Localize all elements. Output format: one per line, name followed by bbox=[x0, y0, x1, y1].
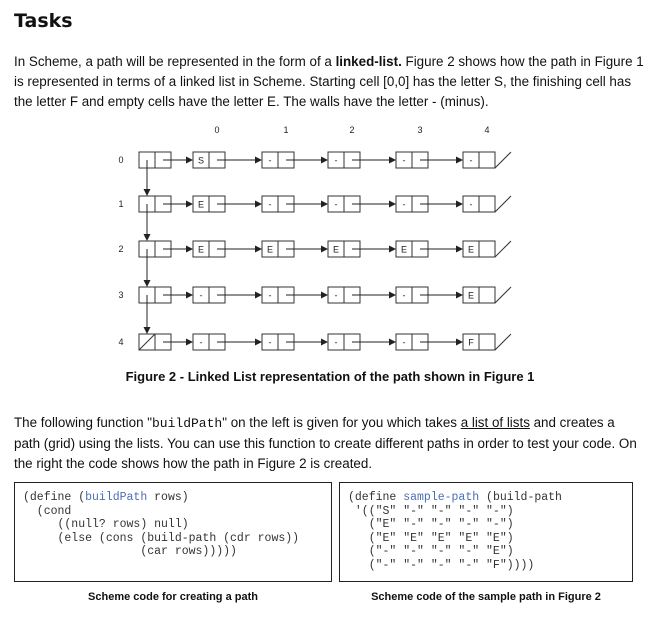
code-line: (cond bbox=[23, 504, 72, 518]
code-line: ("-" "-" "-" "-" "F")))) bbox=[348, 558, 535, 572]
null-slash bbox=[495, 241, 511, 257]
row-label: 0 bbox=[118, 155, 124, 165]
code-caption-left: Scheme code for creating a path bbox=[88, 591, 258, 603]
cell-value: E bbox=[467, 244, 475, 255]
cell-value: - bbox=[469, 199, 473, 210]
cell-value: E bbox=[197, 244, 205, 255]
code-line: (define (buildPath rows) bbox=[23, 491, 189, 504]
col-label: 0 bbox=[214, 125, 220, 135]
cdr-cell bbox=[479, 152, 495, 168]
cell-value: E bbox=[467, 290, 475, 301]
desc-text-2: " on the left is given for you which takes bbox=[222, 415, 461, 430]
row-label: 1 bbox=[118, 199, 124, 209]
cell-value: - bbox=[334, 337, 338, 348]
null-slash bbox=[495, 152, 511, 168]
row-label: 4 bbox=[118, 337, 124, 347]
desc-text-3: and creates a path (grid) using the lists. You can use this function to create different paths in order to test your code. On the right the code shows how the path in Figure 2 is created. bbox=[14, 415, 637, 471]
cell-value: S bbox=[197, 155, 205, 166]
linked-list-figure bbox=[0, 118, 660, 368]
cell-value: - bbox=[268, 155, 272, 166]
code-sample-path bbox=[340, 483, 632, 572]
cdr-cell bbox=[479, 334, 495, 350]
cell-value: - bbox=[268, 290, 272, 301]
code-line: (car rows))))) bbox=[23, 545, 237, 558]
cell-value: F bbox=[468, 337, 474, 348]
col-label: 2 bbox=[349, 125, 355, 135]
page-title: Tasks bbox=[14, 10, 73, 32]
code-line: ("E" "-" "-" "-" "-") bbox=[348, 518, 514, 531]
cell-value: - bbox=[199, 290, 203, 301]
col-label: 1 bbox=[283, 125, 289, 135]
row-label: 3 bbox=[118, 290, 124, 300]
function-description bbox=[14, 413, 644, 474]
code-caption-right: Scheme code of the sample path in Figure 2 bbox=[371, 591, 601, 603]
cell-value: - bbox=[268, 199, 272, 210]
cell-value: E bbox=[332, 244, 340, 255]
desc-text-1: The following function " bbox=[14, 415, 152, 430]
cell-value: - bbox=[334, 155, 338, 166]
cell-value: E bbox=[266, 244, 274, 255]
code-buildpath bbox=[15, 483, 331, 559]
code-line: ("-" "-" "-" "-" "E") bbox=[348, 545, 514, 558]
null-slash bbox=[495, 287, 511, 303]
function-name: buildPath bbox=[152, 416, 223, 431]
null-slash bbox=[495, 196, 511, 212]
code-line: ((null? rows) null) bbox=[23, 518, 189, 531]
code-line: (define sample-path (build-path bbox=[348, 491, 562, 504]
code-box-sample-path bbox=[339, 482, 633, 582]
cdr-cell bbox=[479, 241, 495, 257]
intro-text-1: In Scheme, a path will be represented in the form of a bbox=[14, 54, 336, 69]
cell-value: E bbox=[400, 244, 408, 255]
code-line: '(("S" "-" "-" "-" "-") bbox=[348, 504, 514, 518]
cell-value: - bbox=[334, 290, 338, 301]
col-label: 4 bbox=[484, 125, 490, 135]
cell-value: - bbox=[402, 337, 406, 348]
cdr-cell bbox=[479, 196, 495, 212]
cell-value: - bbox=[402, 155, 406, 166]
cell-value: - bbox=[402, 199, 406, 210]
cell-value: - bbox=[199, 337, 203, 348]
cell-value: - bbox=[268, 337, 272, 348]
code-line: (else (cons (build-path (cdr rows)) bbox=[23, 531, 300, 545]
row-label: 2 bbox=[118, 244, 124, 254]
figure-caption: Figure 2 - Linked List representation of the path shown in Figure 1 bbox=[125, 369, 535, 384]
cell-value: - bbox=[469, 155, 473, 166]
intro-text-2: Figure 2 shows how the path in Figure 1 is represented in terms of a linked list in Scheme. Starting cell [0,0] has the letter S, the finishing cell has the letter F and empty cells have the letter E. The walls have the letter - (minus). bbox=[14, 54, 644, 109]
intro-paragraph bbox=[14, 52, 644, 112]
code-box-buildpath bbox=[14, 482, 332, 582]
cell-value: - bbox=[334, 199, 338, 210]
col-label: 3 bbox=[417, 125, 423, 135]
cell-value: - bbox=[402, 290, 406, 301]
cdr-cell bbox=[479, 287, 495, 303]
null-slash bbox=[495, 334, 511, 350]
cell-value: E bbox=[197, 199, 205, 210]
intro-bold-term: linked-list. bbox=[335, 54, 402, 69]
list-of-lists-link[interactable]: a list of lists bbox=[460, 415, 530, 430]
code-line: ("E" "E" "E" "E" "E") bbox=[348, 531, 514, 545]
